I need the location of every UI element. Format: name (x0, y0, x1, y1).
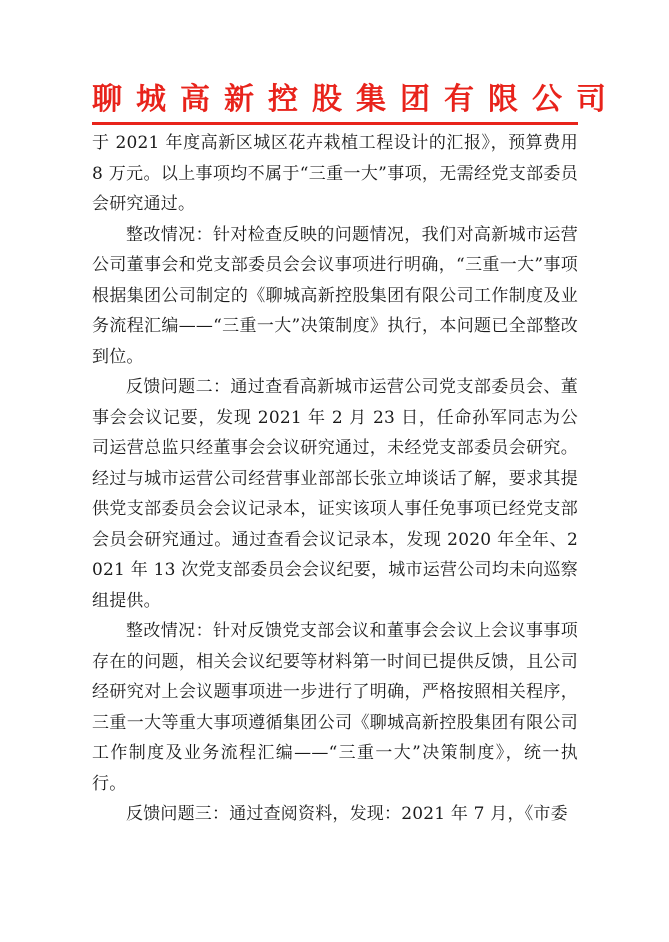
letterhead-title: 聊城高新控股集团有限公司 (92, 82, 620, 117)
paragraph-continuation: 于 2021 年度高新区城区花卉栽植工程设计的汇报》，预算费用 8 万元。以上事项均不属于“三重一大”事项，无需经党支部委员会研究通过。 (92, 133, 578, 214)
letterhead-red-rule (92, 122, 578, 125)
letterhead (92, 82, 620, 118)
document-body (92, 128, 578, 830)
paragraph-feedback-issue-2: 反馈问题二：通过查看高新城市运营公司党支部委员会、董事会会议记要，发现 2021 年 2 月 23 日，任命孙军同志为公司运营总监只经董事会会议研究通过，未经党支部委员会研究。经过与城市运营公司经营事业部部长张立坤谈话了解，要求其提供党支部委员会会议记录本，证实该项人事任免事项已经党支部会员会研究通过。通过查看会议记录本，发现 2020 年全年、2021 年 13 次党支部委员会会议纪要，城市运营公司均未向巡察组提供。 (92, 377, 578, 611)
paragraph-rectification-1: 整改情况：针对检查反映的问题情况，我们对高新城市运营公司董事会和党支部委员会会议事项进行明确，“三重一大”事项根据集团公司制定的《聊城高新控股集团有限公司工作制度及业务流程汇编——“三重一大”决策制度》执行，本问题已全部整改到位。 (92, 224, 578, 367)
paragraph-feedback-issue-3: 反馈问题三：通过查阅资料，发现：2021 年 7 月，《市委 (126, 804, 568, 824)
paragraph-rectification-2: 整改情况：针对反馈党支部会议和董事会会议上会议事事项存在的问题，相关会议纪要等材料第一时间已提供反馈，且公司经研究对上会议题事项进一步进行了明确，严格按照相关程序，三重一大等重大事项遵循集团公司《聊城高新控股集团有限公司工作制度及业务流程汇编——“三重一大”决策制度》，统一执行。 (92, 621, 578, 794)
